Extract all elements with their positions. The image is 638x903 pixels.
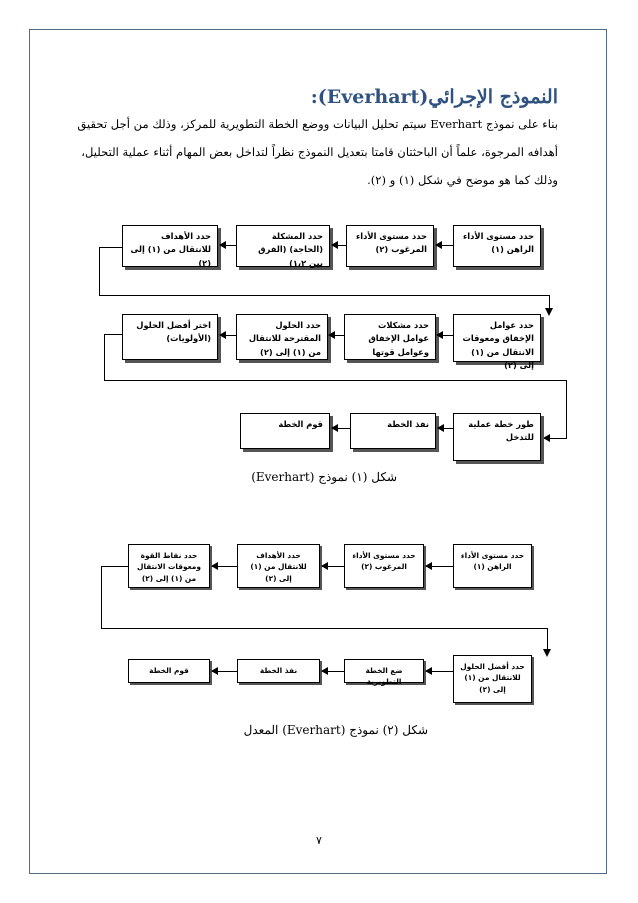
fig2-step-desired-performance: حدد مستوى الأداء المرغوب (٢) xyxy=(344,544,424,588)
fig2-arrow xyxy=(322,671,344,672)
paragraph-line-2: أهدافه المرجوة، علماً أن الباحثتان قامتا بتعديل النموذج نظراً لتداخل بعض المهام أثناء عملية التحليل، xyxy=(81,145,558,159)
fig2-connector xyxy=(101,628,548,629)
fig2-arrow xyxy=(212,566,237,567)
fig1-connector-arrow xyxy=(549,295,550,314)
fig1-arrow xyxy=(332,428,350,429)
fig1-step-desired-performance: حدد مستوى الأداء المرغوب (٢) xyxy=(346,225,434,267)
fig2-step-current-performance: حدد مستوى الأداء الراهن (١) xyxy=(453,544,532,588)
fig1-connector xyxy=(99,247,122,248)
fig1-connector xyxy=(104,334,105,380)
fig2-connector xyxy=(101,566,128,567)
fig2-arrow xyxy=(212,671,237,672)
figure-1-caption: شكل (١) نموذج (Everhart) xyxy=(251,470,397,484)
fig1-arrow xyxy=(329,335,344,336)
fig1-connector xyxy=(104,334,122,335)
fig1-arrow xyxy=(544,438,549,439)
fig1-step-develop-plan: طور خطة عملية للتدخل xyxy=(453,413,541,461)
fig1-connector xyxy=(104,380,567,381)
fig2-step-evaluate-plan: قوم الخطة xyxy=(128,659,210,683)
paragraph-line-1: بناء على نموذج Everhart سيتم تحليل البيانات ووضع الخطة التطويرية للمركز، وذلك من أجل تحقيق xyxy=(77,117,558,131)
fig1-step-implement-plan: نفذ الخطة xyxy=(350,413,436,449)
fig1-arrow xyxy=(437,335,453,336)
fig1-connector xyxy=(99,247,100,295)
fig2-connector xyxy=(101,566,102,628)
fig1-step-failure-factors: حدد عوامل الإخفاق ومعوقات الانتقال من (١) إلى (٢) xyxy=(453,314,541,362)
fig1-step-define-goals: حدد الأهداف للانتقال من (١) إلى (٢) xyxy=(122,225,218,267)
fig2-step-best-solutions: حدد أفضل الحلول للانتقال من (١) إلى (٢) xyxy=(453,655,532,703)
fig1-connector xyxy=(566,380,567,438)
fig1-arrow xyxy=(220,335,236,336)
fig2-step-develop-plan: ضع الخطة التطويرية xyxy=(344,659,424,683)
fig1-connector xyxy=(99,295,550,296)
paragraph-line-3: وذلك كما هو موضح في شكل (١) و (٢). xyxy=(367,173,558,187)
fig2-connector-arrow xyxy=(547,628,548,655)
fig1-step-current-performance: حدد مستوى الأداء الراهن (١) xyxy=(453,225,541,267)
fig1-arrow xyxy=(438,428,453,429)
fig1-arrow xyxy=(220,245,236,246)
fig2-step-strengths-obstacles: حدد نقاط القوة ومعوقات الانتقال من (١) إلى (٢) xyxy=(128,544,210,588)
fig1-arrow xyxy=(332,245,346,246)
fig1-arrow xyxy=(436,245,453,246)
fig2-step-define-goals: حدد الأهداف للانتقال من (١) إلى (٢) xyxy=(237,544,320,588)
fig2-arrow xyxy=(426,671,453,672)
fig1-step-best-solutions: اختر أفضل الحلول (الأولويات) xyxy=(122,314,218,360)
fig2-arrow xyxy=(426,566,453,567)
fig1-step-evaluate-plan: قوم الخطة xyxy=(240,413,330,449)
fig1-step-problems-strengths: حدد مشكلات عوامل الإخفاق وعوامل قوتها xyxy=(344,314,436,360)
figure-2-caption: شكل (٢) نموذج (Everhart) المعدل xyxy=(243,723,428,737)
fig2-arrow xyxy=(322,566,344,567)
fig2-step-implement-plan: نفذ الخطة xyxy=(237,659,320,683)
page-number: ٧ xyxy=(316,834,322,847)
fig1-step-proposed-solutions: حدد الحلول المقترحة للانتقال من (١) إلى (٢) xyxy=(236,314,328,360)
section-heading: النموذج الإجرائي(Everhart): xyxy=(310,86,558,108)
fig1-step-define-problem: حدد المشكلة (الحاجة) (الفرق بين ١،٢) xyxy=(236,225,330,267)
